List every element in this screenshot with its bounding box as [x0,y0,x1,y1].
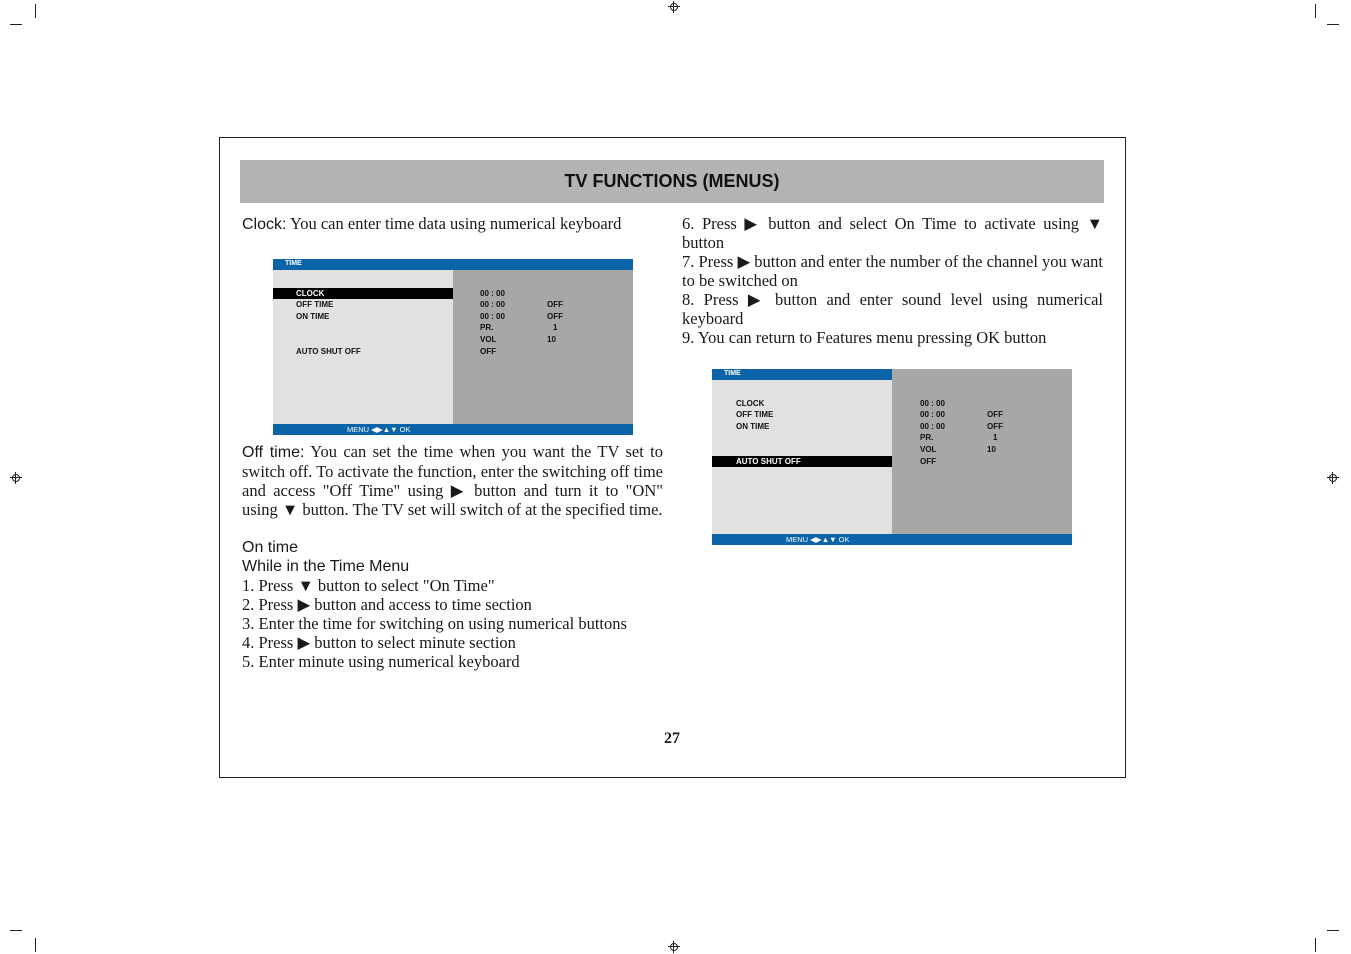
menu-footer-bar [712,534,1072,545]
menu-item-auto-shut-off: AUTO SHUT OFF [296,347,361,356]
page-number: 27 [664,730,680,747]
menu-item-clock: CLOCK [736,399,765,408]
off-time-paragraph [242,442,663,519]
left-column-bottom [242,442,663,671]
registration-mark [10,472,22,484]
off-time-text: You can set the time when you want the TV set to switch off. To activate the function, enter the switching off time and access "Off Time" using ▶ button and turn it to "ON" using ▼ button. The TV set will switch of at the specified time. [242,442,664,519]
vol-value: 10 [547,335,556,344]
auto-shut-off-value: OFF [480,347,496,356]
crop-mark [1327,930,1339,931]
menu-title-bar [273,259,633,270]
menu-selected-item: CLOCK [273,288,453,299]
time-menu-heading: While in the Time Menu [242,558,410,575]
on-time-value: 00 : 00 [480,312,505,321]
step-item: 8. Press ▶ button and enter sound level using numerical keyboard [682,290,1103,328]
pr-value: 1 [993,433,998,442]
on-time-state: OFF [547,312,563,321]
step-item: 6. Press ▶ button and select On Time to activate using ▼ button [682,214,1103,252]
off-time-value: 00 : 00 [480,300,505,309]
off-time-state: OFF [987,410,1003,419]
clock-value: 00 : 00 [920,399,945,408]
crop-mark [1315,4,1316,18]
right-column [682,214,1103,347]
step-item: 9. You can return to Features menu pressing OK button [682,328,1047,347]
menu-values-panel [892,369,1072,534]
menu-item-on-time: ON TIME [296,312,330,321]
registration-mark [1327,472,1339,484]
pr-label: PR. [480,323,494,332]
vol-label: VOL [480,335,497,344]
registration-mark [668,1,680,13]
vol-label: VOL [920,445,937,454]
pr-label: PR. [920,433,934,442]
crop-mark [10,930,22,931]
on-time-state: OFF [987,422,1003,431]
title-bar [240,160,1104,203]
crop-mark [35,938,36,952]
off-time-value: 00 : 00 [920,410,945,419]
step-item: 7. Press ▶ button and enter the number of the channel you want to be switched on [682,252,1103,290]
crop-mark [35,4,36,18]
menu-selected-item: AUTO SHUT OFF [712,456,892,467]
clock-value: 00 : 00 [480,289,505,298]
tv-menu-time-clock [273,259,633,437]
menu-item-on-time: ON TIME [736,422,770,431]
menu-item-off-time: OFF TIME [296,300,334,309]
crop-mark [1327,24,1339,25]
crop-mark [10,24,22,25]
menu-footer: MENU ◀▶▲▼ OK [786,535,850,544]
left-column-top [242,214,663,234]
menu-title: TIME [285,260,302,267]
step-item: 5. Enter minute using numerical keyboard [242,652,520,671]
off-time-heading: Off time: [242,444,305,461]
auto-shut-off-value: OFF [920,457,936,466]
on-time-value: 00 : 00 [920,422,945,431]
menu-footer: MENU ◀▶▲▼ OK [347,425,411,434]
on-time-heading: On time [242,539,299,556]
clock-heading: Clock: [242,216,287,233]
step-item: 1. Press ▼ button to select "On Time" [242,576,495,595]
step-item: 3. Enter the time for switching on using numerical buttons [242,614,627,633]
vol-value: 10 [987,445,996,454]
off-time-state: OFF [547,300,563,309]
pr-value: 1 [553,323,558,332]
step-item: 2. Press ▶ button and access to time section [242,595,532,614]
clock-text: You can enter time data using numerical keyboard [289,214,622,233]
step-item: 4. Press ▶ button to select minute section [242,633,516,652]
menu-title-bar [712,369,892,380]
tv-menu-time-auto-shut-off [712,369,1072,547]
registration-mark [668,941,680,953]
page-title: TV FUNCTIONS (MENUS) [564,171,780,191]
menu-title: TIME [724,370,741,377]
clock-paragraph [242,214,663,234]
menu-item-off-time: OFF TIME [736,410,774,419]
menu-footer-bar [273,424,633,435]
crop-mark [1315,938,1316,952]
